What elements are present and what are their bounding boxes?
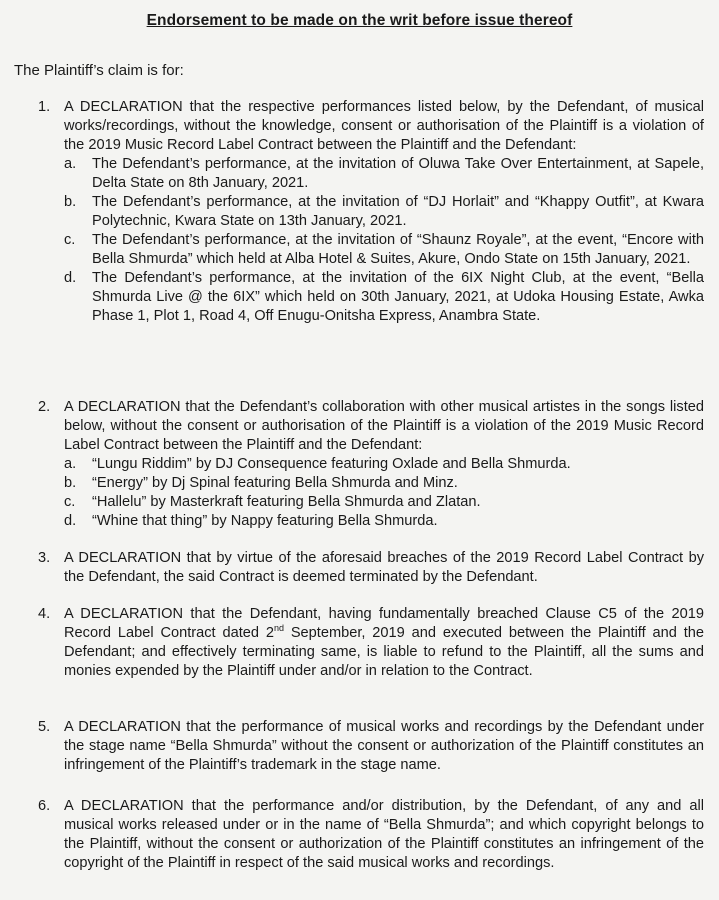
date-suffix: nd — [273, 623, 284, 633]
sub-letter: a. — [64, 456, 77, 472]
item-number: 3. — [38, 550, 51, 566]
sub-item — [64, 269, 704, 326]
sub-list — [64, 455, 704, 531]
sub-text: The Defendant’s performance, at the invitation of the 6IX Night Club, at the event, “Bella Shmurda Live @ the 6IX” which held on 30th January, 2021, at Udoka Housing Estate, Awka Phase 1, Plot 1, Road 4, Off Enugu-Onitsha Express, Anambra State. — [92, 270, 704, 324]
sub-item — [64, 474, 704, 493]
sub-item — [64, 155, 704, 193]
sub-text: “Energy” by Dj Spinal featuring Bella Shmurda and Minz. — [92, 475, 458, 491]
sub-item — [64, 231, 704, 269]
item-text: A DECLARATION that the performance of musical works and recordings by the Defendant under the stage name “Bella Shmurda” without the consent or authorization of the Plaintiff constitutes an infringement of the Plaintiff’s trademark in the stage name. — [64, 719, 704, 773]
sub-letter: a. — [64, 156, 77, 172]
item-number: 5. — [38, 719, 51, 735]
item-text — [64, 605, 704, 681]
sub-letter: d. — [64, 513, 77, 529]
item-number: 6. — [38, 798, 51, 814]
sub-item — [64, 193, 704, 231]
sub-text: “Hallelu” by Masterkraft featuring Bella Shmurda and Zlatan. — [92, 494, 481, 510]
item-number: 2. — [38, 399, 51, 415]
item-text: A DECLARATION that the Defendant’s collaboration with other musical artistes in the songs listed below, without the consent or authorisation of the Plaintiff is a violation of the 2019 Music Record Label Contract between the Plaintiff and the Defendant: — [64, 399, 704, 453]
sub-letter: d. — [64, 270, 77, 286]
sub-item — [64, 493, 704, 512]
item-text: A DECLARATION that the respective performances listed below, by the Defendant, of musical works/recordings, without the knowledge, consent or authorisation of the Plaintiff is a violation of the 2019 Music Record Label Contract between the Plaintiff and the Defendant: — [64, 99, 704, 153]
item-text: A DECLARATION that the performance and/or distribution, by the Defendant, of any and all musical works released under or in the name of “Bella Shmurda”; and which copyright belongs to the Plaintiff, without the consent or authorization of the Plaintiff constitutes an infringement of the copyright of the Plaintiff in respect of the said musical works and recordings. — [64, 798, 704, 871]
sub-letter: b. — [64, 194, 77, 210]
sub-item — [64, 455, 704, 474]
item-number: 4. — [38, 606, 51, 622]
sub-list — [64, 155, 704, 326]
sub-letter: b. — [64, 475, 77, 491]
document-heading: Endorsement to be made on the writ before issue thereof — [146, 12, 573, 29]
item-text-part: September, 2019 and executed between the Plaintiff and the Defendant; and effectively terminating same, is liable to refund to the Plaintiff, all the sums and monies expended by the Plaintiff under and/or in relation to the Contract. — [64, 625, 704, 679]
sub-text: The Defendant’s performance, at the invitation of “Shaunz Royale”, at the event, “Encore with Bella Shmurda” which held at Alba Hotel & Suites, Akure, Ondo State on 15th January, 2021. — [92, 232, 704, 267]
item-text-part: A DECLARATION that the Defendant, having fundamentally breached Clause C5 of the 2019 Record Label Contract dated 2 — [64, 606, 704, 641]
claim-intro: The Plaintiff’s claim is for: — [14, 62, 184, 79]
sub-letter: c. — [64, 232, 76, 248]
sub-text: The Defendant’s performance, at the invitation of “DJ Horlait” and “Khappy Outfit”, at Kwara Polytechnic, Kwara State on 13th January, 2021. — [92, 194, 704, 229]
sub-item — [64, 512, 704, 531]
sub-letter: c. — [64, 494, 76, 510]
sub-text: “Whine that thing” by Nappy featuring Bella Shmurda. — [92, 513, 438, 529]
item-number: 1. — [38, 99, 51, 115]
sub-text: The Defendant’s performance, at the invitation of Oluwa Take Over Entertainment, at Sapele, Delta State on 8th January, 2021. — [92, 156, 704, 191]
sub-text: “Lungu Riddim” by DJ Consequence featuring Oxlade and Bella Shmurda. — [92, 456, 571, 472]
item-text: A DECLARATION that by virtue of the aforesaid breaches of the 2019 Record Label Contract by the Defendant, the said Contract is deemed terminated by the Defendant. — [64, 550, 704, 585]
